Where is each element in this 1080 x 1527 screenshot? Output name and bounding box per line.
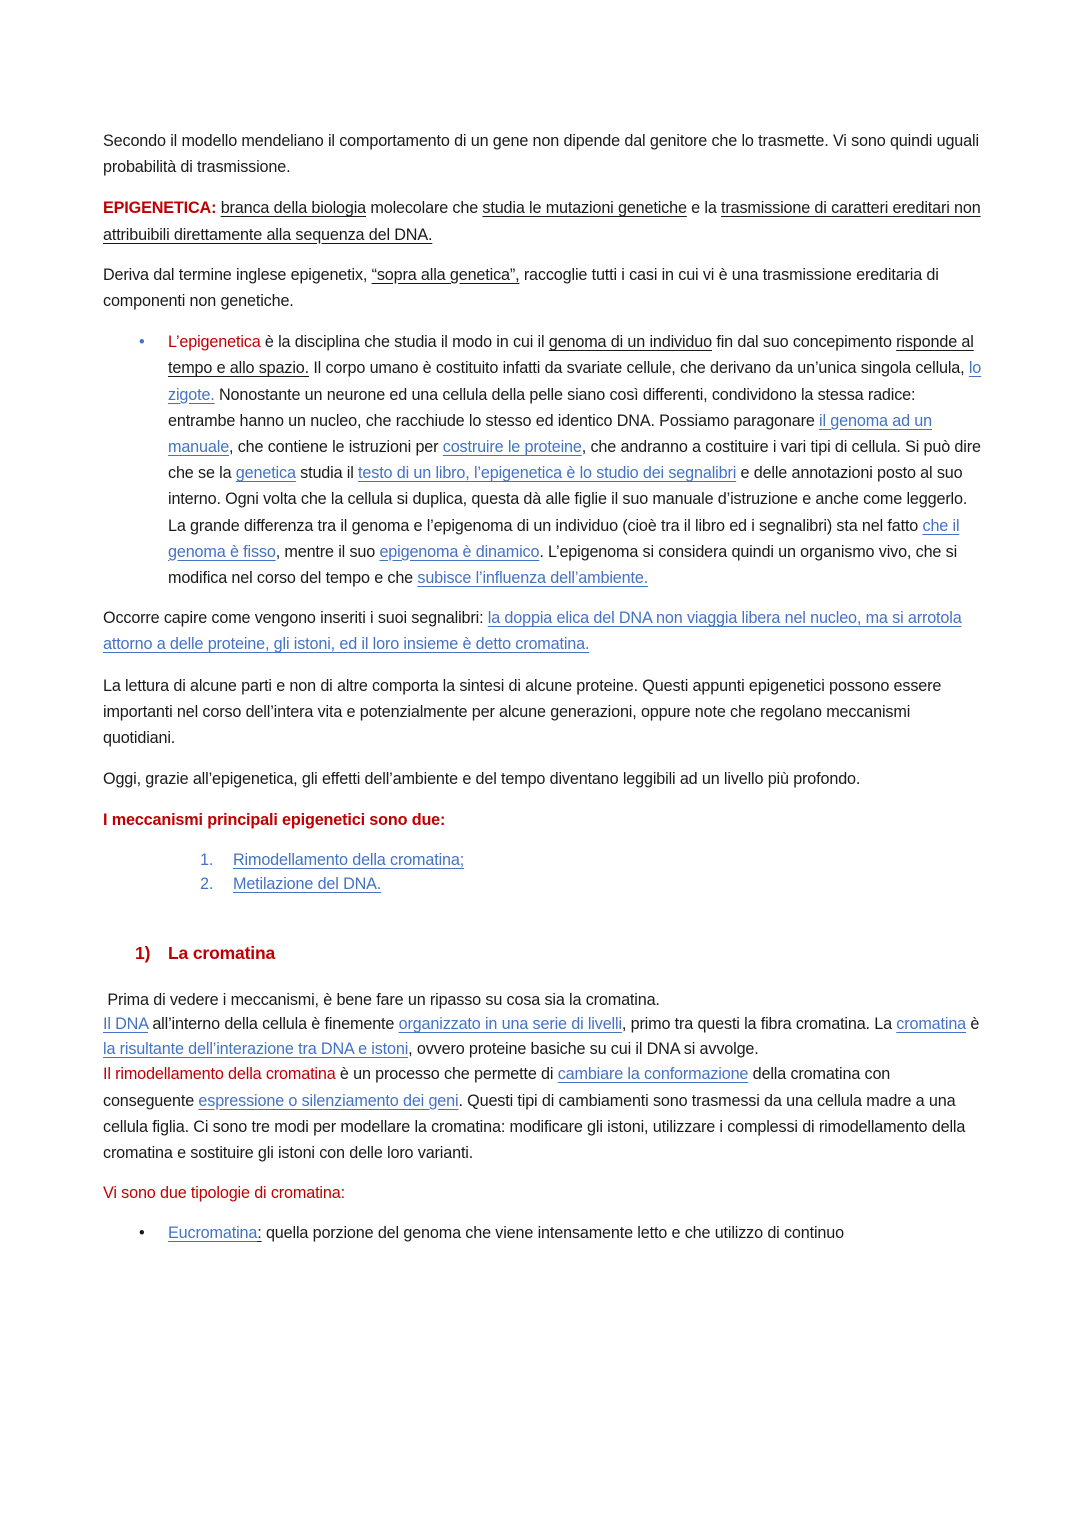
text-span: . Questi tipi di cambiamenti sono trasmessi da una cellula madre a una cellula figlia. Ci sono tre modi per modellare la cromatina: modificare gli istoni, utilizzare i complessi di rimodellamento della cromatina e sostituire gli istoni con delle loro varianti. xyxy=(103,1091,966,1162)
text-span: . L’epigenoma si considera quindi un organismo vivo, che si modifica nel corso del tempo e che xyxy=(168,542,958,588)
list-number: 1. xyxy=(200,850,214,869)
underlined-text: branca della biologia xyxy=(220,199,367,218)
remodeling-paragraph xyxy=(103,1061,983,1166)
chromatin-intro-paragraph xyxy=(103,605,983,657)
section-heading xyxy=(103,940,983,966)
text-span: Nonostante un neurone ed una cellula della pelle siano così differenti, condividono la stessa radice: entrambe hanno un nucleo, che racchiude lo stesso ed identico DNA. Possiamo paragonare xyxy=(168,385,916,430)
link-text[interactable]: organizzato in una serie di livelli xyxy=(398,1015,622,1034)
underlined-text: studia le mutazioni genetiche xyxy=(482,199,687,218)
text-span: è un processo che permette di xyxy=(335,1065,558,1084)
document-page xyxy=(103,128,983,1247)
review-paragraph: Prima di vedere i meccanismi, è bene fare un ripasso su cosa sia la cromatina. xyxy=(103,990,660,1009)
link-text[interactable]: Metilazione del DNA. xyxy=(233,874,382,893)
etymology-paragraph xyxy=(103,262,983,314)
text-span: all’interno della cellula è finemente xyxy=(147,1015,399,1034)
list-item xyxy=(103,848,983,872)
mechanisms-heading: I meccanismi principali epigenetici sono due: xyxy=(103,811,446,830)
link-text[interactable]: che il genoma è fisso xyxy=(168,516,960,561)
text-span: , mentre il suo xyxy=(275,542,380,561)
text-span: della cromatina con conseguente xyxy=(103,1065,891,1110)
text-span: Deriva dal termine inglese epigenetix, xyxy=(103,265,372,284)
list-item xyxy=(103,872,983,896)
text-span: , primo tra questi la fibra cromatina. La xyxy=(621,1015,897,1034)
text-span: Il corpo umano è costituito infatti da svariate cellule, che derivano da un’unica singola cellula, xyxy=(308,359,969,378)
text-span: , che contiene le istruzioni per xyxy=(229,438,443,457)
today-paragraph: Oggi, grazie all’epigenetica, gli effetti dell’ambiente e del tempo diventano leggibili ad un livello più profondo. xyxy=(103,770,861,789)
link-text[interactable]: epigenoma è dinamico xyxy=(379,542,540,561)
bullet-list xyxy=(103,1220,983,1246)
bullet-icon: • xyxy=(139,333,145,352)
bullet-icon: • xyxy=(139,1224,145,1243)
text-span: è la disciplina che studia il modo in cui il xyxy=(260,333,549,352)
underlined-text: genoma di un individuo xyxy=(548,333,712,352)
intro-paragraph: Secondo il modello mendeliano il comportamento di un gene non dipende dal genitore che lo trasmette. Vi sono quindi uguali probabilità di trasmissione. xyxy=(103,132,979,177)
highlighted-term: Il rimodellamento della cromatina xyxy=(103,1065,336,1084)
underlined-text: trasmissione di caratteri ereditari non attribuibili direttamente alla sequenza del DNA. xyxy=(103,199,981,244)
underlined-text: “sopra alla genetica”, xyxy=(371,265,520,284)
underlined-text: risponde al tempo e allo spazio. xyxy=(168,333,974,378)
link-text[interactable]: espressione o silenziamento dei geni xyxy=(198,1091,459,1110)
link-text[interactable]: lo zigote. xyxy=(168,359,982,404)
definition-term: EPIGENETICA: xyxy=(103,199,217,218)
list-item xyxy=(103,1220,983,1246)
chromatin-block xyxy=(103,988,983,1166)
text-span: raccoglie tutti i casi in cui vi è una trasmissione ereditaria di componenti non genetiche. xyxy=(103,265,939,311)
text-span: Occorre capire come vengono inseriti i suoi segnalibri: xyxy=(103,609,488,628)
section-title: La cromatina xyxy=(168,942,276,963)
text-span: studia il xyxy=(295,464,359,483)
types-heading: Vi sono due tipologie di cromatina: xyxy=(103,1184,345,1203)
list-number: 2. xyxy=(200,874,214,893)
text-span: e delle annotazioni posto al suo interno. Ogni volta che la cellula si duplica, questa dà alle figlie il suo manuale d’istruzione e anche come leggerlo. La grande differenza tra il genoma e l’epigenoma di un individuo (cioè tra il libro ed i segnalibri) sta nel fatto xyxy=(168,464,968,535)
bullet-list xyxy=(103,329,983,591)
link-text[interactable]: cambiare la conformazione xyxy=(557,1065,749,1084)
dna-paragraph xyxy=(103,1012,983,1061)
link-text[interactable]: la risultante dell’interazione tra DNA e istoni xyxy=(103,1039,409,1058)
reading-paragraph: La lettura di alcune parti e non di altre comporta la sintesi di alcune proteine. Questi appunti epigenetici possono essere importanti nel corso dell’intera vita e potenzialmente per alcune generazioni, oppure note che regolano meccanismi quotidiani. xyxy=(103,676,942,748)
text-span: fin dal suo concepimento xyxy=(712,333,897,352)
text-span: è xyxy=(966,1015,980,1034)
link-text[interactable]: testo di un libro, l’epigenetica è lo studio dei segnalibri xyxy=(358,464,737,483)
underlined-text: : xyxy=(257,1224,262,1243)
link-text[interactable]: Eucromatina xyxy=(168,1224,258,1243)
section-number: 1) xyxy=(135,942,151,963)
link-text[interactable]: il genoma ad un manuale xyxy=(168,411,932,457)
text-span: quella porzione del genoma che viene intensamente letto e che utilizzo di continuo xyxy=(261,1224,844,1243)
text-span: molecolare che xyxy=(366,199,483,218)
link-text[interactable]: genetica xyxy=(235,464,296,483)
link-text[interactable]: cromatina xyxy=(896,1015,967,1034)
definition-paragraph xyxy=(103,195,983,247)
link-text[interactable]: Rimodellamento della cromatina; xyxy=(233,850,465,869)
text-span: , che andranno a costituire i vari tipi di cellula. Si può dire che se la xyxy=(168,438,981,483)
text-span: e la xyxy=(686,199,722,218)
link-text[interactable]: costruire le proteine xyxy=(442,438,582,457)
link-text[interactable]: Il DNA xyxy=(103,1015,148,1034)
list-item xyxy=(103,329,983,591)
link-text[interactable]: subisce l’influenza dell’ambiente. xyxy=(417,569,649,588)
mechanisms-list xyxy=(103,848,983,896)
highlighted-term: L’epigenetica xyxy=(168,333,261,352)
link-text[interactable]: la doppia elica del DNA non viaggia libera nel nucleo, ma si arrotola attorno a delle proteine, gli istoni, ed il loro insieme è detto cromatina. xyxy=(103,609,962,654)
text-span: , ovvero proteine basiche su cui il DNA si avvolge. xyxy=(408,1039,759,1058)
